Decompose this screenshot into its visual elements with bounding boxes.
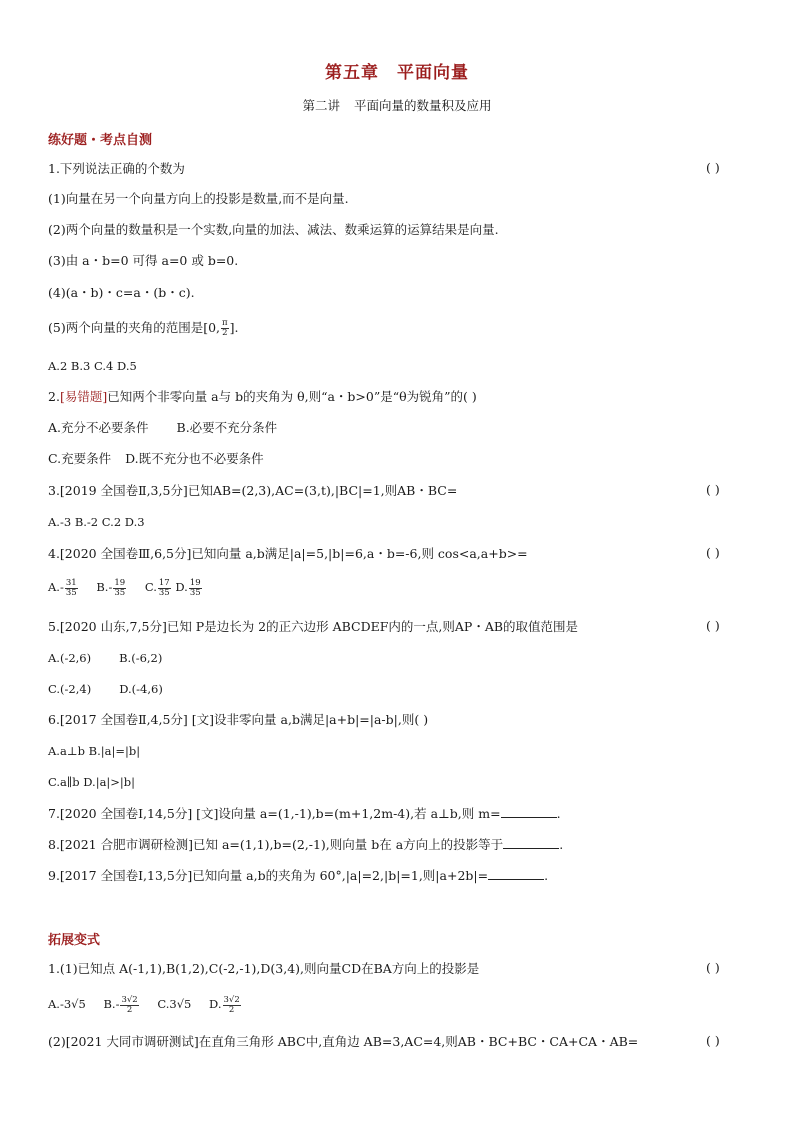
q4-answer-paren: ( ) — [706, 545, 720, 560]
q1-item-4: (4)(a・b)・c=a・(b・c). — [48, 285, 195, 300]
q1-item-2: (2)两个向量的数量积是一个实数,向量的加法、减法、数乘运算的运算结果是向量. — [48, 222, 499, 237]
section-heading-practice: 练好题・考点自测 — [48, 133, 153, 148]
q8-stem: 8.[2021 合肥市调研检测]已知 a=(1,1),b=(2,-1),则向量 b在 a方向上的投影等于 . — [48, 837, 564, 852]
q1-item-3: (3)由 a・b=0 可得 a=0 或 b=0. — [48, 253, 239, 268]
q6-options-row1: A.a⊥b B.|a|=|b| — [48, 744, 141, 758]
q5-answer-paren: ( ) — [706, 618, 720, 633]
q1-item-5: (5)两个向量的夹角的范围是[0, $\frac{\pi}{2}$ ]. — [48, 318, 239, 338]
e1-answer-paren: ( ) — [706, 960, 720, 975]
e1-stem: 1.(1)已知点 A(-1,1),B(1,2),C(-2,-1),D(3,4),则向量CD在BA方向上的投影是 — [48, 961, 480, 976]
q3-options: A.-3 B.-2 C.2 D.3 — [48, 515, 145, 529]
q7-stem: 7.[2020 全国卷Ⅰ,14,5分] [文]设向量 a=(1,-1),b=(m+1,2m-4),若 a⊥b,则 m= . — [48, 806, 561, 821]
q2-option-c: C.充要条件 — [48, 451, 112, 466]
chapter-number: 第五章 — [325, 63, 379, 83]
q1-item-1: (1)向量在另一个向量方向上的投影是数量,而不是向量. — [48, 191, 349, 206]
e2-answer-paren: ( ) — [706, 1033, 720, 1048]
q3-answer-paren: ( ) — [706, 482, 720, 497]
q9-stem: 9.[2017 全国卷Ⅰ,13,5分]已知向量 a,b的夹角为 60°,|a|=2,|b|=1,则|a+2b|= . — [48, 868, 549, 883]
q8-answer-blank[interactable] — [503, 836, 559, 849]
lecture-name: 平面向量的数量积及应用 — [354, 98, 492, 113]
q2-options-row2 — [48, 450, 264, 468]
q6-options-row2: C.a∥b D.|a|>|b| — [48, 775, 136, 789]
e1-options: A.-3√5 B.- $\frac{3√2}{2}$ C.3√5 D. $\frac{3√2}{2}$ — [48, 994, 240, 1015]
fraction-pi-over-2: $\frac{\pi}{2}$ — [222, 318, 228, 338]
chapter-name: 平面向量 — [397, 63, 469, 83]
lecture-title — [0, 96, 794, 114]
q2-option-b: B.必要不充分条件 — [176, 420, 278, 435]
e2-stem: (2)[2021 大同市调研测试]在直角三角形 ABC中,直角边 AB=3,AC=4,则AB・BC+BC・CA+CA・AB= — [48, 1034, 639, 1049]
q5-stem: 5.[2020 山东,7,5分]已知 P是边长为 2的正六边形 ABCDEF内的一点,则AP・AB的取值范围是 — [48, 619, 579, 634]
q7-answer-blank[interactable] — [501, 805, 557, 818]
q9-answer-blank[interactable] — [488, 867, 544, 880]
section-heading-extension: 拓展变式 — [48, 933, 101, 948]
q5-options-row2: C.(-2,4) D.(-4,6) — [48, 682, 163, 696]
q4-stem: 4.[2020 全国卷Ⅲ,6,5分]已知向量 a,b满足|a|=5,|b|=6,a・b=-6,则 cos<a,a+b>= — [48, 546, 528, 561]
q2-stem: 2.[易错题]已知两个非零向量 a与 b的夹角为 θ,则“a・b>0”是“θ为锐角”的( ) — [48, 389, 477, 404]
q1-answer-paren: ( ) — [706, 160, 720, 175]
q5-options-row1: A.(-2,6) B.(-6,2) — [48, 651, 163, 665]
q4-options: A.- $\frac{31}{35}$ B.- $\frac{19}{35}$ C. $\frac{17}{35}$ D. $\frac{19}{35}$ — [48, 577, 201, 598]
q2-option-d: D.既不充分也不必要条件 — [125, 451, 264, 466]
chapter-title — [0, 58, 794, 83]
q1-options: A.2 B.3 C.4 D.5 — [48, 359, 137, 373]
lecture-number: 第二讲 — [302, 98, 340, 113]
q2-option-a: A.充分不必要条件 — [48, 420, 149, 435]
q3-stem: 3.[2019 全国卷Ⅱ,3,5分]已知AB=(2,3),AC=(3,t),|BC|=1,则AB・BC= — [48, 483, 458, 498]
q1-stem: 1.下列说法正确的个数为 — [48, 161, 185, 176]
q2-tag: [易错题] — [59, 389, 108, 404]
q6-stem: 6.[2017 全国卷Ⅱ,4,5分] [文]设非零向量 a,b满足|a+b|=|a-b|,则( ) — [48, 712, 429, 727]
q2-options-row1 — [48, 419, 277, 437]
